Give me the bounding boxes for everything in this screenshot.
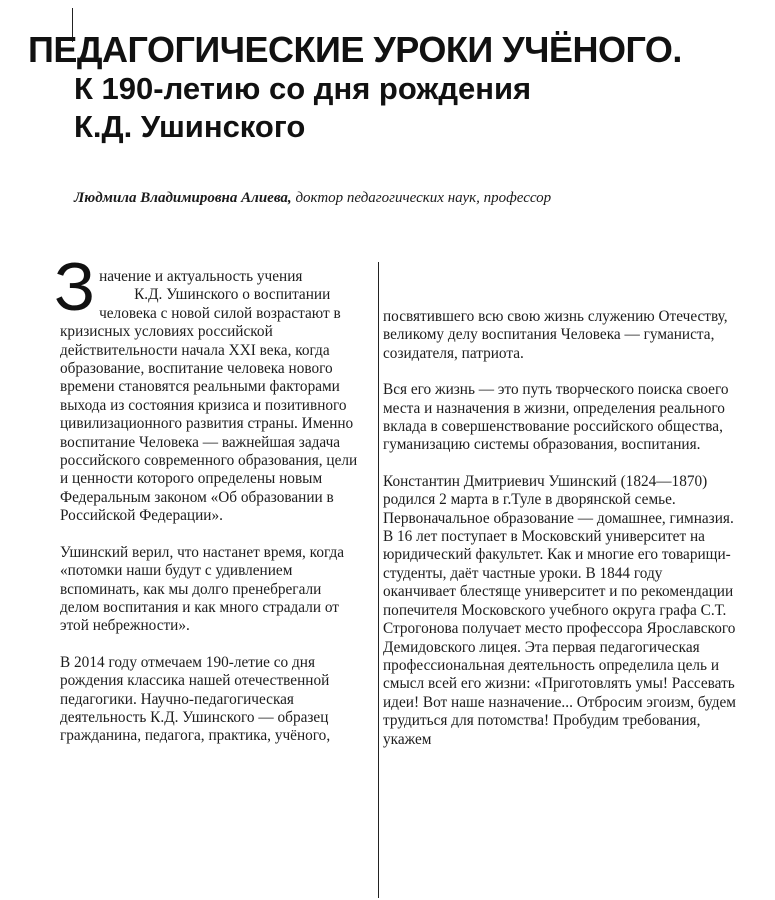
right-column — [383, 308, 738, 767]
article-title — [28, 30, 768, 146]
title-line-3: К.Д. Ушинского — [74, 109, 306, 144]
paragraph-4: посвятившего всю свою жизнь служению Отечеству, великому делу воспитания Человека — гуманиста, созидателя, патриота. — [383, 308, 728, 362]
byline — [74, 190, 764, 207]
paragraph-6: Константин Дмитриевич Ушинский (1824—1870) родился 2 марта в г.Туле в дворянской семье. Первоначальное образование — домашнее, гимназия. В 16 лет поступает в Московский университет на юридический факультет. Как и многие его товарищи-студенты, даёт частные уроки. В 1844 году оканчивает блестяще университет и по рекомендации попечителя Московского учебного округа графа С.Т. Строгонова получает место профессора Ярославского Демидовского лицея. Эта первая педагогическая профессиональная деятельность определила цель и смысл всей его жизни: «Приготовлять умы! Рассевать идеи! Вот наше назначение... Отбросим эгоизм, будем трудиться для потомства! Пробудим требования, укажем — [383, 472, 736, 748]
drop-cap: З — [54, 249, 96, 325]
column-divider — [378, 262, 379, 898]
paragraph-1-rest: человека с новой силой возрастают в кризисных условиях российской действительности начала XXI века, когда образование, воспитание человека нового времени становятся реальными факторами выхода из состояния кризиса и позитивного цивилизационного развития страны. Именно воспитание Человека — важнейшая задача российского современного образования, цели и ценности которого определены новым Федеральным законом «Об образовании в Российской Федерации». — [60, 304, 358, 525]
paragraph-2: Ушинский верил, что настанет время, когда «потомки наши будут с удивлением вспоминать, как мы долго пренебрегали делом воспитания и как много страдали от этой небрежности». — [60, 543, 345, 635]
paragraph-5: Вся его жизнь — это путь творческого поиска своего места и назначения в жизни, определения реального вклада в совершенствование российского общества, гуманизацию системы образования, воспитания. — [383, 381, 729, 454]
author-credentials: доктор педагогических наук, профессор — [295, 190, 552, 206]
left-column — [54, 249, 360, 764]
paragraph-3: В 2014 году отмечаем 190-летие со дня рождения классика нашей отечественной педагогики. Научно-педагогическая деятельность К.Д. Ушинского — образец гражданина, педагога, практика, учёного, — [60, 653, 331, 745]
title-line-2: К 190-летию со дня рождения — [74, 71, 532, 106]
paragraph-1 — [54, 249, 360, 526]
author-name: Людмила Владимировна Алиева, — [74, 190, 292, 206]
title-line-1: ПЕДАГОГИЧЕСКИЕ УРОКИ УЧЁНОГО. — [28, 29, 682, 70]
paragraph-1-first-line: начение и актуальность учения — [99, 268, 303, 285]
paragraph-1-second-line: К.Д. Ушинского о воспитании — [134, 286, 331, 304]
